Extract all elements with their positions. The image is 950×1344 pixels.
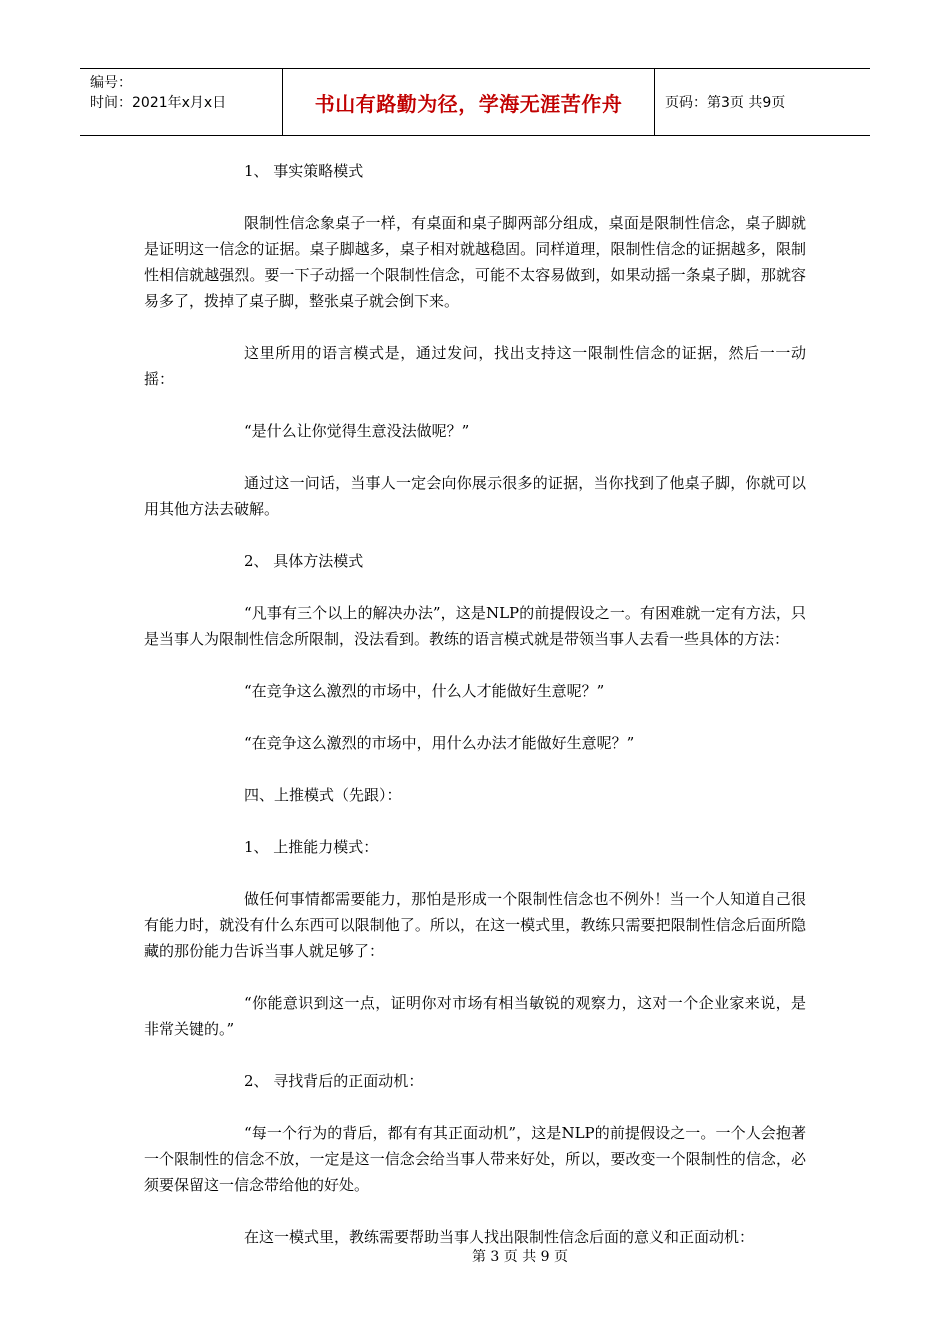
header-page-info: 页码：第3页 共9页 <box>665 95 786 111</box>
page-footer <box>0 1246 950 1266</box>
body-paragraph: “每一个行为的背后，都有有其正面动机”，这是NLP的前提假设之一。一个人会抱著一个限制性的信念不放，一定是这一信念会给当事人带来好处，所以，要改变一个限制性的信念，必须要保留这一信念带给他的好处。 <box>144 1124 806 1194</box>
header-meta <box>80 69 282 135</box>
section-heading: 1、 上推能力模式： <box>244 838 379 856</box>
body-paragraph: 这里所用的语言模式是，通过发问，找出支持这一限制性信念的证据，然后一一动摇： <box>144 344 806 388</box>
document-date-label: 时间：2021年x月x日 <box>90 95 227 111</box>
section-heading: 2、 具体方法模式 <box>244 552 364 570</box>
quote-paragraph: “在竞争这么激烈的市场中，用什么办法才能做好生意呢？” <box>244 734 635 752</box>
body-paragraph: “凡事有三个以上的解决办法”，这是NLP的前提假设之一。有困难就一定有方法，只是当事人为限制性信念所限制，没法看到。教练的语言模式就是带领当事人去看一些具体的方法： <box>144 604 806 648</box>
footer-page-number: 第 3 页 共 9 页 <box>471 1249 569 1265</box>
quote-paragraph: “是什么让你觉得生意没法做呢？” <box>244 422 470 440</box>
body-paragraph: 限制性信念象桌子一样，有桌面和桌子脚两部分组成，桌面是限制性信念，桌子脚就是证明这一信念的证据。桌子脚越多，桌子相对就越稳固。同样道理，限制性信念的证据越多，限制性相信就越强烈。要一下子动摇一个限制性信念，可能不太容易做到，如果动摇一条桌子脚，那就容易多了，拨掉了桌子脚，整张桌子就会倒下来。 <box>144 214 806 310</box>
quote-paragraph: “你能意识到这一点，证明你对市场有相当敏锐的观察力，这对一个企业家来说，是非常关键的。” <box>144 994 806 1038</box>
quote-paragraph: “在竞争这么激烈的市场中，什么人才能做好生意呢？” <box>244 682 605 700</box>
header-motto: 书山有路勤为径，学海无涯苦作舟 <box>314 91 623 116</box>
header-motto-cell <box>282 69 655 135</box>
page-header <box>80 68 870 136</box>
section-heading: 1、 事实策略模式 <box>244 162 364 180</box>
document-body <box>144 158 806 1276</box>
body-paragraph: 通过这一问话，当事人一定会向你展示很多的证据，当你找到了他桌子脚，你就可以用其他方法去破解。 <box>144 474 806 518</box>
header-page-cell <box>655 69 870 135</box>
section-heading: 2、 寻找背后的正面动机： <box>244 1072 424 1090</box>
document-number-label: 编号： <box>90 75 132 91</box>
body-paragraph: 在这一模式里，教练需要帮助当事人找出限制性信念后面的意义和正面动机： <box>244 1228 755 1246</box>
section-heading: 四、上推模式（先跟）： <box>244 786 402 804</box>
body-paragraph: 做任何事情都需要能力，那怕是形成一个限制性信念也不例外！当一个人知道自己很有能力时，就没有什么东西可以限制他了。所以，在这一模式里，教练只需要把限制性信念后面所隐藏的那份能力告诉当事人就足够了： <box>144 890 806 960</box>
